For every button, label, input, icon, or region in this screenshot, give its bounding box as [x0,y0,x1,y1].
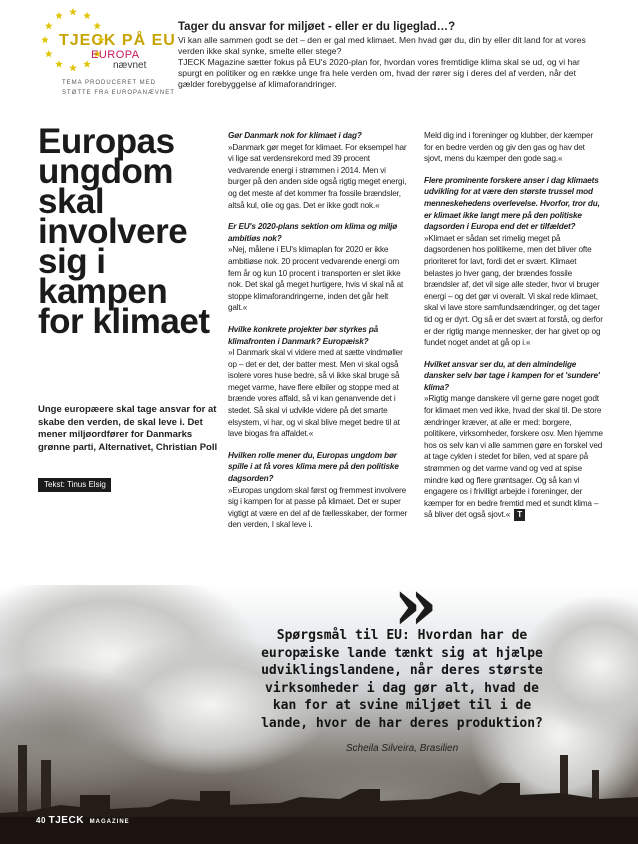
last-answer-text: »Rigtig mange danskere vil gerne gøre noget godt for klimaet men ved ikke, hvad der skal til. De store ændringer kræver, at alle er med: borgere, politikere, virksomheder, forskere osv. Men hjemme hos os selv kan vi alle sammen gøre en forskel ved at tage cyklen i stedet for bilen, ved at spare på strømmen og det varme vand og ved at spise mindre kød og flere grøntsager. Og så kan vi engagere os i frivilligt arbejde i foreninger, der kæmper for en bedre fremtid med et sundt klima – så bliver det også sjovt.« [424,394,603,520]
star-icon [83,60,91,67]
headline-line: kampen [38,272,168,311]
interview-question: Hvilke konkrete projekter bør styrkes på klimafronten i Danmark? Europæisk? [228,324,379,346]
logo-naevnet: nævnet [113,60,147,71]
star-icon [45,50,53,57]
quote-mark-icon: » [393,561,438,646]
intro-box [178,20,598,90]
interview-answer: »Danmark gør meget for klimaet. For eksempel har vi lige sat verdensrekord med 39 procent vedvarende energi i strømmen i 2014. Men vi burger på den anden side også rigtig meget energi, og det meste af det kommer fra fossile brændsler, altså kul, olie og gas. Det er ikke godt nok.« [228,142,407,210]
headline-line: Europas [38,122,175,161]
interview-answer: »Klimaet er sådan set rimelig meget på dagsordenen hos politikerne, men det bliver ofte prioriteret for lavt, fordi det er svært. Klimaet belastes jo hver gang, der brændes fossile brændsler af, det vil sige alle steder, hvor vi bruger energi – og det gør vi overalt. Vi skal rede klimaet, skal vi lave store samfundsændringer, og det tager tid og er dyrt. Og så er det svært at forstå, og derfor er der rigtig mange mennesker, der har givet op og fundet noget andet at gå op i.« [424,233,603,348]
intro-body-2: TJECK Magazine sætter fokus på EU's 2020-plan for, hvordan vores fremtidige klima skal se ud, og vi har spurgt en politiker og en række unge fra hele verden om, hvad der rører sig i deres del af verden, når det gælder forebyggelse af klimaforandringer. [178,57,580,89]
interview-question: Er EU's 2020-plans sektion om klima og miljø ambitiøs nok? [228,222,398,243]
star-icon [45,22,53,29]
interview-answer: »Europas ungdom skal først og fremmest involvere sig i kampen for at passe på klimaet. Det er super vigtigt at være en del af de fællesskaber, der former den verden, I skal leve i. [228,485,408,530]
headline-line: for klimaet [38,302,210,341]
star-icon [55,60,63,67]
tema-credit [62,78,175,98]
interview-question: Flere prominente forskere anser i dag klimaets udvikling for at være den største trussel mod menneskehedens overlevelse. Hvorfor, tror du, er klimaet ikke langt mere på den politiske dagsorden i Europa end det er tilfældet? [424,175,600,232]
logo-wordmark: TJECK PÅ EU [59,32,176,49]
end-paragraph-wrap [424,393,604,521]
tema-line-2: STØTTE FRA EUROPANÆVNET [62,90,175,96]
headline-line: ungdom [38,152,174,191]
interview-question: Hvilken rolle mener du, Europas ungdom bør spille i at få vores klima mere på den politiske dagsorden? [228,450,399,484]
headline-line: sig i [38,242,106,281]
article-headline [38,122,213,341]
article-column-2 [424,130,604,521]
interview-question: Gør Danmark nok for klimaet i dag? [228,131,362,140]
interview-answer: »Nej, målene i EU's klimaplan for 2020 er ikke ambitiøse nok. 20 procent vedvarende energi om fem år og kun 10 procent i transporten er slet ikke nok. Det skal gå meget hurtigere, hvis vi skal nå at stoppe klimaforandringerne, inden det går helt galt.« [228,245,404,313]
intro-body: Vi kan alle sammen godt se det – den er gal med klimaet. Men hvad gør du, din by eller dit land for at vores verden ikke skal synke, smelte eller stege? [178,35,586,56]
end-mark-icon: T [514,509,525,521]
pull-quote: Spørgsmål til EU: Hvordan har de europæiske lande tænkt sig at hjælpe udviklingslandene, når deres største virksomheder i dag gør alt, hvad de kan for at svine miljøet til i de lande, hvor de har deres produktion? [261,628,543,731]
tema-line-1: TEMA PRODUCERET MED [62,80,156,86]
star-icon [69,64,77,71]
headline-line: involvere [38,212,188,251]
interview-question: Hvilket ansvar ser du, at den almindelige dansker selv bør tage i kampen for et 'sundere' klima? [424,359,600,392]
footer-magazine: MAGAZINE [89,819,130,825]
star-icon [55,12,63,19]
page-number: 40 [36,816,46,825]
interview-answer: »I Danmark skal vi videre med at sætte vindmøller op – det er det, der batter mest. Men vi skal også isolere vores huse bedre, så vi ikke skal bruge så meget varme, have flere elbiler og stoppe med at brænde vores affald, så vi kan genanvende det i stedet. Så skal vi udvikle videre på det smarte elsystem, vi har, og vi skal blive meget bedre til at lave biogas fra affaldet.« [228,348,403,439]
headline-line: skal [38,182,105,221]
interview-answer: Meld dig ind i foreninger og klubber, der kæmper for en bedre verden og giv den gas og hav det sjovt, mens du kæmper den gode sag.« [424,131,593,164]
star-icon [83,12,91,19]
logo-europa: EUROPA [91,49,140,61]
star-icon [93,22,101,29]
page-footer [36,815,130,826]
article-dek: Unge europæere skal tage ansvar for at skabe den verden, de skal leve i. Det mener miljøordfører for Danmarks grønne parti, Alternativet, Christian Poll [38,404,218,453]
footer-brand: TJECK [48,815,84,826]
tjeck-pa-eu-logo [33,6,176,88]
pull-quote-attribution: Scheila Silveira, Brasilien [345,743,459,754]
intro-title: Tager du ansvar for miljøet - eller er du ligeglad…? [178,21,456,33]
article-column-1 [228,130,408,531]
byline-badge: Tekst: Tinus Elsig [38,478,111,492]
star-icon [41,36,49,43]
star-icon [69,8,77,15]
